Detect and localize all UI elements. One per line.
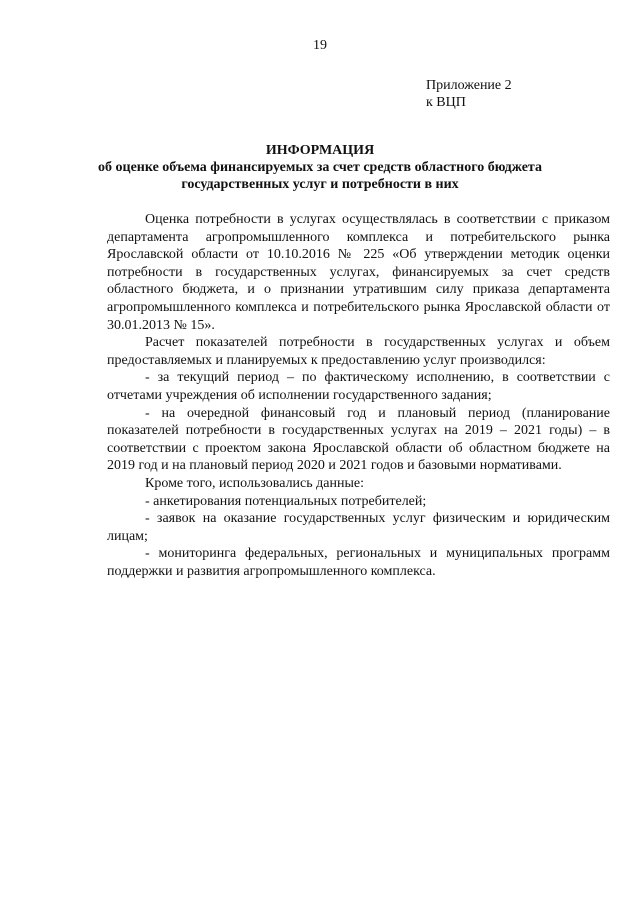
paragraph-methodology: Оценка потребности в услугах осуществлялась в соответствии с приказом департамента агропромышленного комплекса и потребительского рынка Ярославской области от 10.10.2016 № 225 «Об утверждении методик оценки потребности в государственных услугах, финансируемых за счет средств областного бюджета, и о признании утратившим силу приказа департамента агропромышленного комплекса и потребительского рынка Ярославской области от 30.01.2013 № 15». <box>107 212 610 333</box>
list-item-monitoring: - мониторинга федеральных, региональных и муниципальных программ поддержки и развития агропромышленного комплекса. <box>107 546 610 579</box>
appendix-line-1: Приложение 2 <box>426 78 512 93</box>
list-item-applications: - заявок на оказание государственных услуг физическим и юридическим лицам; <box>107 511 610 544</box>
document-body <box>107 211 610 580</box>
list-item-next-period: - на очередной финансовый год и плановый период (планирование показателей потребности в государственных услугах на 2019 – 2021 годы) – в соответствии с проектом закона Ярославской области об областном бюджете на 2019 год и на плановый период 2020 и 2021 годов и базовыми нормативами. <box>107 405 610 474</box>
title-heading: ИНФОРМАЦИЯ <box>265 143 375 158</box>
title-line-2: государственных услуг и потребности в них <box>181 177 459 192</box>
appendix-line-2: к ВЦП <box>426 95 466 110</box>
list-item-current-period: - за текущий период – по фактическому исполнению, в соответствии с отчетами учреждения об исполнении государственного задания; <box>107 370 610 403</box>
list-item-surveys: - анкетирования потенциальных потребителей; <box>145 493 427 509</box>
title-line-1: об оценке объема финансируемых за счет средств областного бюджета <box>98 160 542 175</box>
paragraph-calculation: Расчет показателей потребности в государственных услугах и объем предоставляемых и планируемых к предоставлению услуг производился: <box>107 335 610 368</box>
document-title <box>90 142 550 193</box>
appendix-label <box>426 77 512 111</box>
paragraph-additional-data: Кроме того, использовались данные: <box>145 475 364 491</box>
page-number: 19 <box>313 38 327 53</box>
